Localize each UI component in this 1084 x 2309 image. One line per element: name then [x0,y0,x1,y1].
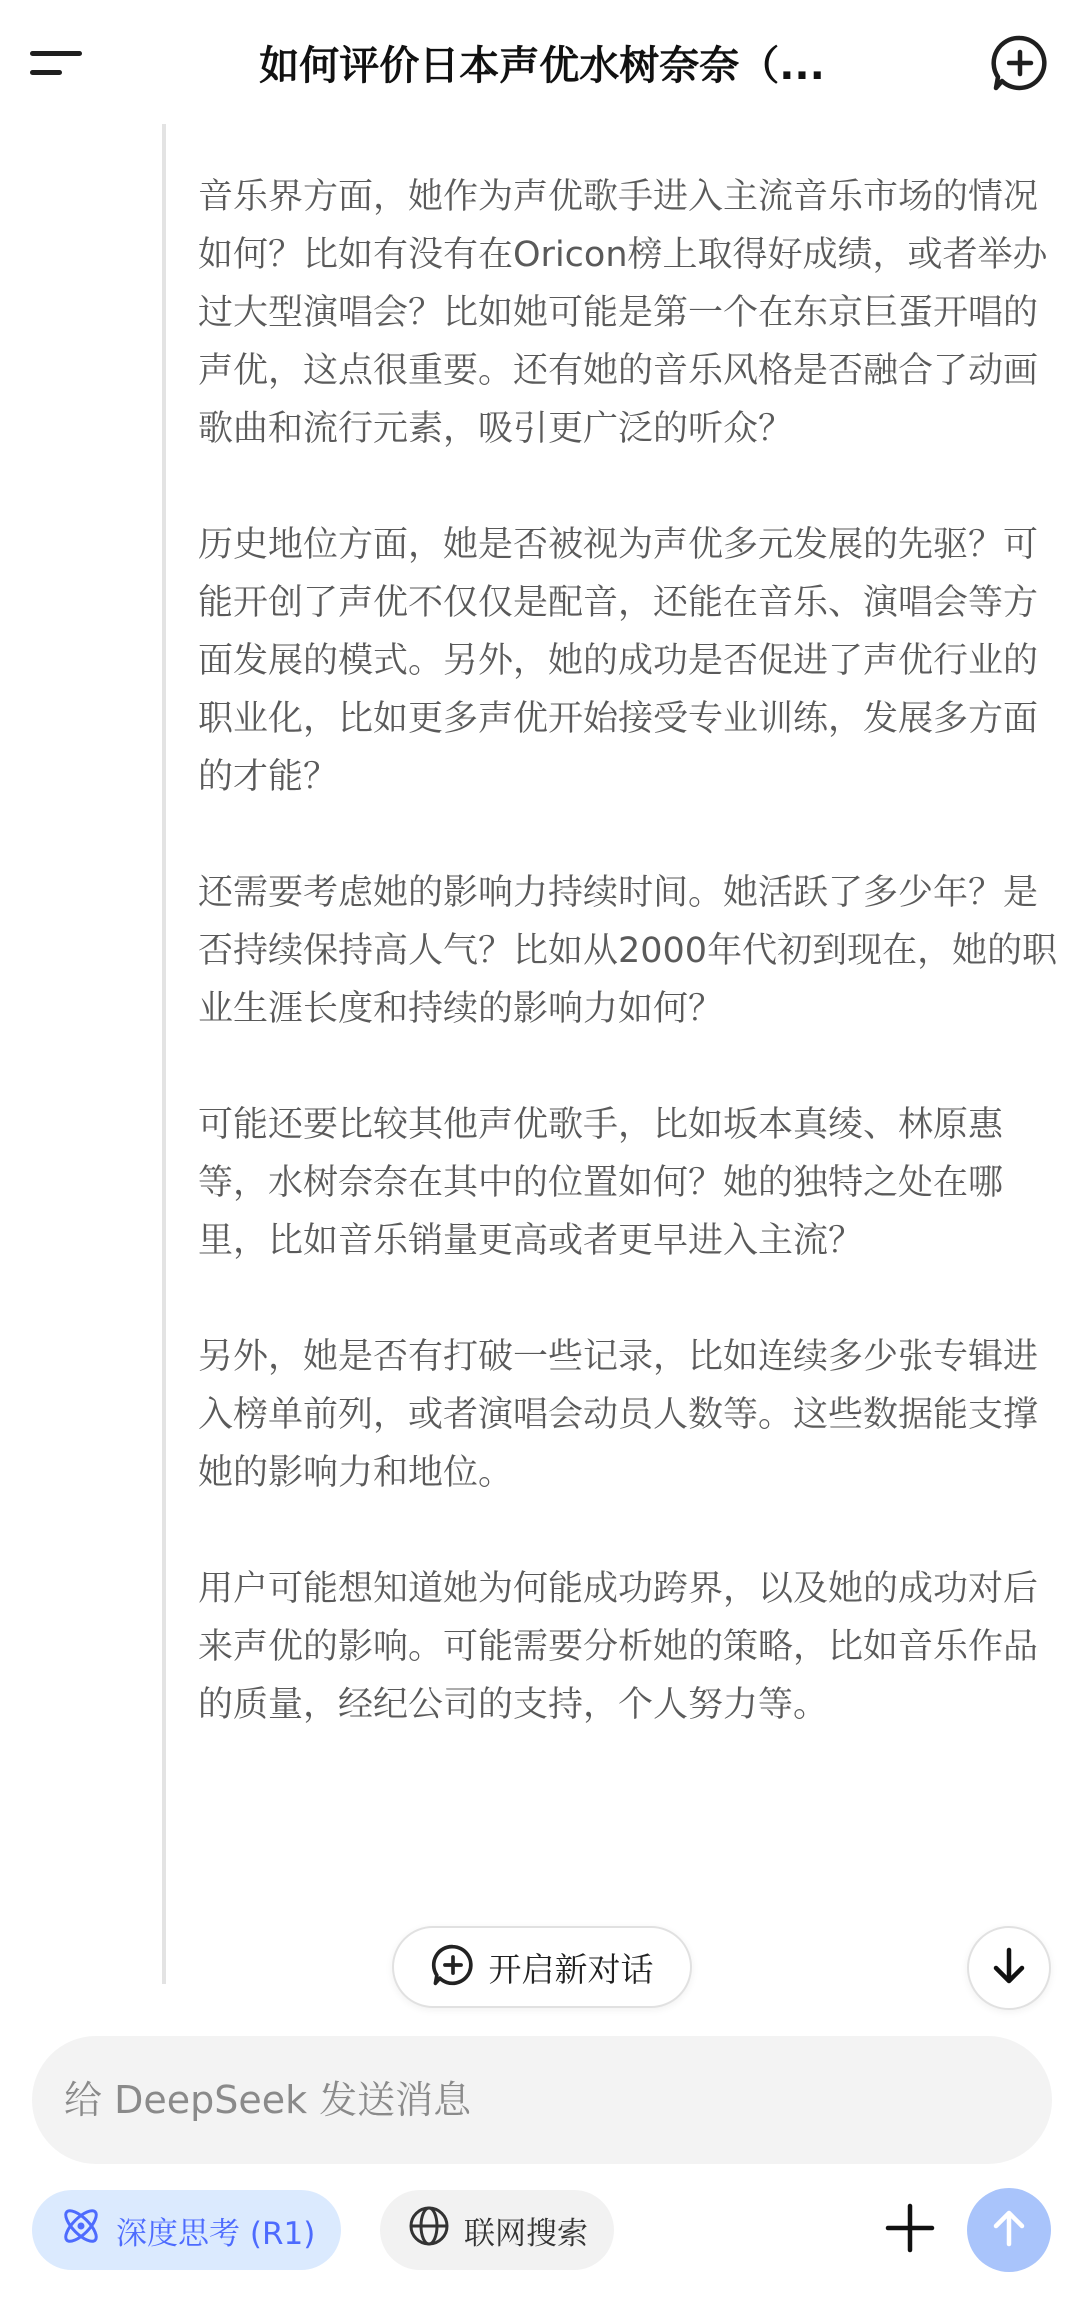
deep-think-label: 深度思考 (R1) [116,2215,316,2252]
message-input[interactable] [64,2078,1052,2122]
arrow-down-icon [987,1944,1031,1992]
thinking-paragraph: 可能还要比较其他声优歌手，比如坂本真绫、林原惠等，水树奈奈在其中的位置如何？她的独特之处在哪里，比如音乐销量更高或者更早进入主流？ [198,1105,1004,1261]
thinking-process [162,124,1060,1984]
thinking-paragraph: 还需要考虑她的影响力持续时间。她活跃了多少年？是否持续保持高人气？比如从2000年代初到现在，她的职业生涯长度和持续的影响力如何？ [198,873,1058,1029]
deep-think-toggle[interactable] [32,2190,341,2270]
top-bar [0,0,1084,124]
new-chat-button[interactable] [392,1926,692,2008]
page-title: 如何评价日本声优水树奈奈（... [259,42,825,89]
atom-icon [58,2203,104,2257]
thinking-paragraph: 用户可能想知道她为何能成功跨界，以及她的成功对后来声优的影响。可能需要分析她的策略，比如音乐作品的质量，经纪公司的支持，个人努力等。 [198,1569,1039,1725]
arrow-up-icon [987,2206,1031,2254]
thinking-paragraph: 另外，她是否有打破一些记录，比如连续多少张专辑进入榜单前列，或者演唱会动员人数等。这些数据能支撑她的影响力和地位。 [198,1337,1039,1493]
send-button[interactable] [967,2188,1051,2272]
message-composer [32,2036,1052,2164]
thinking-paragraph: 历史地位方面，她是否被视为声优多元发展的先驱？可能开创了声优不仅仅是配音，还能在音乐、演唱会等方面发展的模式。另外，她的成功是否促进了声优行业的职业化，比如更多声优开始接受专业训练，发展多方面的才能？ [198,525,1039,797]
thinking-paragraph: 音乐界方面，她作为声优歌手进入主流音乐市场的情况如何？比如有没有在Oricon榜上取得好成绩，或者举办过大型演唱会？比如她可能是第一个在东京巨蛋开唱的声优，这点很重要。还有她的音乐风格是否融合了动画歌曲和流行元素，吸引更广泛的听众？ [198,177,1048,449]
scroll-to-bottom-button[interactable] [967,1926,1051,2010]
new-chat-icon [431,1943,475,1991]
plus-icon [882,2200,938,2260]
menu-icon[interactable] [30,38,100,88]
globe-icon [406,2203,452,2257]
web-search-label: 联网搜索 [464,2215,588,2252]
web-search-toggle[interactable] [380,2190,614,2270]
attach-button[interactable] [874,2194,946,2266]
composer-toolbar [0,2190,1084,2276]
new-chat-label: 开启新对话 [488,1949,654,1989]
new-chat-icon[interactable] [990,33,1050,93]
